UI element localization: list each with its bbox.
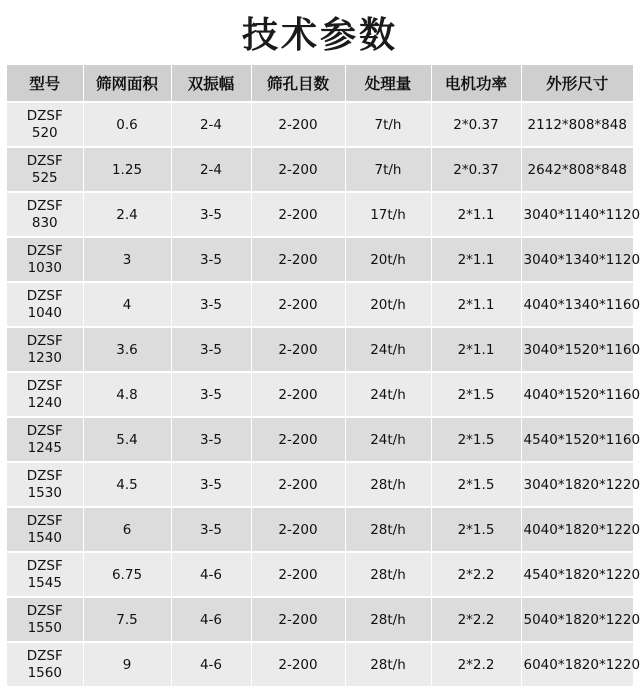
cell-motor-power: 2*1.5: [431, 462, 521, 507]
table-row: [7, 282, 633, 327]
model-prefix: DZSF: [26, 422, 63, 439]
cell-model: [7, 327, 83, 372]
model-prefix: DZSF: [26, 602, 63, 619]
cell-screen-area: 7.5: [83, 597, 171, 642]
cell-capacity: 28t/h: [345, 597, 431, 642]
cell-screen-area: 3: [83, 237, 171, 282]
cell-model: [7, 282, 83, 327]
cell-mesh-count: 2-200: [251, 237, 345, 282]
cell-dimensions: 4040*1820*1220: [521, 507, 633, 552]
model-prefix: DZSF: [26, 467, 63, 484]
table-row: [7, 102, 633, 147]
cell-dimensions: 2642*808*848: [521, 147, 633, 192]
page-title: 技术参数: [241, 15, 398, 56]
model-number: 1560: [27, 664, 62, 681]
cell-screen-area: 9: [83, 642, 171, 687]
table-row: [7, 642, 633, 687]
cell-mesh-count: 2-200: [251, 462, 345, 507]
cell-screen-area: 4: [83, 282, 171, 327]
cell-double-amplitude: 3-5: [171, 282, 251, 327]
cell-mesh-count: 2-200: [251, 597, 345, 642]
cell-dimensions: 3040*1140*1120: [521, 192, 633, 237]
technical-parameters-table: [7, 65, 640, 688]
model-prefix: DZSF: [26, 197, 63, 214]
cell-screen-area: 4.8: [83, 372, 171, 417]
cell-model: [7, 147, 83, 192]
model-prefix: DZSF: [26, 152, 63, 169]
cell-capacity: 24t/h: [345, 417, 431, 462]
cell-motor-power: 2*0.37: [431, 147, 521, 192]
model-prefix: DZSF: [26, 287, 63, 304]
table-row: [7, 417, 633, 462]
table-row: [7, 462, 633, 507]
cell-dimensions: 5040*1820*1220: [521, 597, 633, 642]
column-header-screen-area: 筛网面积: [83, 65, 171, 102]
cell-model: [7, 102, 83, 147]
cell-motor-power: 2*0.37: [431, 102, 521, 147]
model-number: 1545: [27, 574, 62, 591]
model-prefix: DZSF: [26, 107, 63, 124]
cell-dimensions: 3040*1820*1220: [521, 462, 633, 507]
cell-dimensions: 3040*1340*1120: [521, 237, 633, 282]
cell-dimensions: 4040*1340*1160: [521, 282, 633, 327]
cell-double-amplitude: 4-6: [171, 597, 251, 642]
cell-motor-power: 2*1.5: [431, 417, 521, 462]
table-header-row: [7, 65, 633, 102]
page-title-bar: [0, 0, 640, 65]
model-prefix: DZSF: [26, 377, 63, 394]
cell-double-amplitude: 2-4: [171, 102, 251, 147]
cell-model: [7, 597, 83, 642]
cell-mesh-count: 2-200: [251, 282, 345, 327]
cell-capacity: 20t/h: [345, 237, 431, 282]
cell-motor-power: 2*2.2: [431, 642, 521, 687]
model-number: 1530: [27, 484, 62, 501]
cell-screen-area: 6.75: [83, 552, 171, 597]
cell-capacity: 28t/h: [345, 507, 431, 552]
table-row: [7, 372, 633, 417]
cell-double-amplitude: 3-5: [171, 327, 251, 372]
cell-mesh-count: 2-200: [251, 642, 345, 687]
cell-model: [7, 462, 83, 507]
cell-screen-area: 6: [83, 507, 171, 552]
cell-mesh-count: 2-200: [251, 372, 345, 417]
model-number: 1240: [27, 394, 62, 411]
cell-mesh-count: 2-200: [251, 327, 345, 372]
cell-double-amplitude: 3-5: [171, 507, 251, 552]
model-prefix: DZSF: [26, 242, 63, 259]
cell-model: [7, 642, 83, 687]
column-header-motor-power: 电机功率: [431, 65, 521, 102]
model-prefix: DZSF: [26, 647, 63, 664]
cell-motor-power: 2*2.2: [431, 597, 521, 642]
cell-double-amplitude: 4-6: [171, 642, 251, 687]
table-row: [7, 237, 633, 282]
cell-model: [7, 237, 83, 282]
cell-dimensions: 6040*1820*1220: [521, 642, 633, 687]
cell-capacity: 20t/h: [345, 282, 431, 327]
cell-model: [7, 507, 83, 552]
model-number: 1540: [27, 529, 62, 546]
table-row: [7, 552, 633, 597]
column-header-capacity: 处理量: [345, 65, 431, 102]
cell-motor-power: 2*1.1: [431, 237, 521, 282]
cell-mesh-count: 2-200: [251, 147, 345, 192]
cell-motor-power: 2*1.1: [431, 327, 521, 372]
model-number: 520: [31, 124, 58, 141]
model-number: 525: [31, 169, 58, 186]
cell-mesh-count: 2-200: [251, 417, 345, 462]
model-number: 830: [31, 214, 58, 231]
cell-screen-area: 4.5: [83, 462, 171, 507]
cell-dimensions: 2112*808*848: [521, 102, 633, 147]
cell-screen-area: 3.6: [83, 327, 171, 372]
cell-capacity: 7t/h: [345, 102, 431, 147]
cell-capacity: 28t/h: [345, 552, 431, 597]
cell-double-amplitude: 4-6: [171, 552, 251, 597]
model-prefix: DZSF: [26, 557, 63, 574]
cell-dimensions: 4540*1520*1160: [521, 417, 633, 462]
cell-double-amplitude: 3-5: [171, 192, 251, 237]
model-number: 1245: [27, 439, 62, 456]
table-body: [7, 102, 640, 687]
cell-screen-area: 5.4: [83, 417, 171, 462]
cell-model: [7, 417, 83, 462]
cell-mesh-count: 2-200: [251, 102, 345, 147]
cell-mesh-count: 2-200: [251, 507, 345, 552]
table-row: [7, 507, 633, 552]
cell-motor-power: 2*2.2: [431, 552, 521, 597]
cell-model: [7, 192, 83, 237]
cell-capacity: 24t/h: [345, 327, 431, 372]
cell-dimensions: 4540*1820*1220: [521, 552, 633, 597]
cell-dimensions: 3040*1520*1160: [521, 327, 633, 372]
model-prefix: DZSF: [26, 332, 63, 349]
cell-double-amplitude: 3-5: [171, 417, 251, 462]
cell-mesh-count: 2-200: [251, 192, 345, 237]
cell-dimensions: 4040*1520*1160: [521, 372, 633, 417]
cell-capacity: 28t/h: [345, 642, 431, 687]
cell-motor-power: 2*1.1: [431, 282, 521, 327]
model-number: 1550: [27, 619, 62, 636]
cell-motor-power: 2*1.5: [431, 372, 521, 417]
cell-screen-area: 1.25: [83, 147, 171, 192]
column-header-dimensions: 外形尺寸: [521, 65, 633, 102]
cell-capacity: 7t/h: [345, 147, 431, 192]
cell-capacity: 24t/h: [345, 372, 431, 417]
model-number: 1040: [27, 304, 62, 321]
table-row: [7, 147, 633, 192]
cell-model: [7, 552, 83, 597]
cell-double-amplitude: 3-5: [171, 237, 251, 282]
cell-screen-area: 2.4: [83, 192, 171, 237]
cell-capacity: 28t/h: [345, 462, 431, 507]
cell-double-amplitude: 2-4: [171, 147, 251, 192]
cell-motor-power: 2*1.1: [431, 192, 521, 237]
cell-screen-area: 0.6: [83, 102, 171, 147]
cell-model: [7, 372, 83, 417]
model-prefix: DZSF: [26, 512, 63, 529]
cell-double-amplitude: 3-5: [171, 462, 251, 507]
cell-mesh-count: 2-200: [251, 552, 345, 597]
column-header-model: 型号: [7, 65, 83, 102]
cell-double-amplitude: 3-5: [171, 372, 251, 417]
column-header-mesh-count: 筛孔目数: [251, 65, 345, 102]
model-number: 1030: [27, 259, 62, 276]
table-row: [7, 192, 633, 237]
table-row: [7, 327, 633, 372]
cell-motor-power: 2*1.5: [431, 507, 521, 552]
table-row: [7, 597, 633, 642]
column-header-double-amplitude: 双振幅: [171, 65, 251, 102]
cell-capacity: 17t/h: [345, 192, 431, 237]
model-number: 1230: [27, 349, 62, 366]
